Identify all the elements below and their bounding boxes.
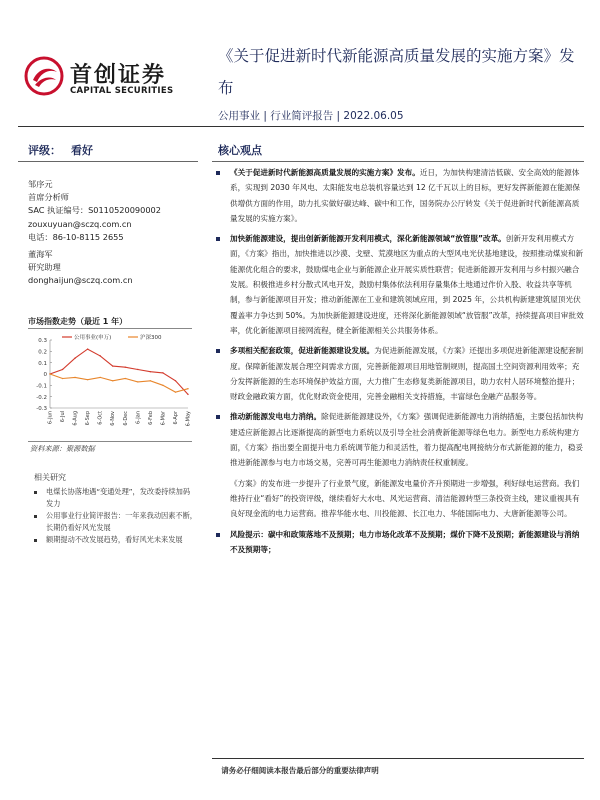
report-title: 《关于促进新时代新能源高质量发展的实施方案》发布 (218, 47, 575, 97)
related-research-list (32, 486, 197, 546)
paragraph-text: 近日，为加快构建清洁低碳、安全高效的能源体系，实现到 2030 年风电、太阳能发电总装机容量达到 12 亿千瓦以上的目标，更好发挥新能源在能源保供增供方面的作用，助力扎实做好碳达峰、碳中和工作，国务院办公厅转发《关于促进新时代新能源高质量发展的实施方案》。 (230, 168, 580, 223)
y-tick-label: 0.2 (38, 349, 47, 356)
y-tick-label: 0.1 (38, 360, 47, 367)
chart-top-rule (28, 328, 192, 329)
chart-source: 资料来源：聚源数据 (30, 444, 95, 453)
x-tick-label: 6-Jun (47, 411, 54, 425)
related-research-item[interactable]: 额期提动不改发展趋势，看好风光未来发展 (32, 534, 197, 546)
x-tick-label: 6-Sep (85, 411, 92, 426)
market-index-chart (28, 330, 194, 440)
series-1-point (187, 388, 188, 389)
series-0-point (187, 394, 188, 395)
paragraph-heading: 多项相关配套政策，促进新能源建设发展。 (230, 346, 375, 356)
core-view-paragraph (214, 409, 586, 470)
x-tick-label: 6-Mar (160, 411, 167, 426)
series-1-point (137, 381, 138, 382)
analyst-name: 董海军 (28, 249, 53, 259)
y-tick-label: 0 (43, 372, 47, 379)
chart-bottom-rule (28, 441, 192, 442)
x-tick-label: 6-Jan (135, 411, 142, 424)
series-0-point (74, 357, 75, 358)
series-1-point (150, 380, 151, 381)
company-logo (24, 56, 214, 100)
series-1-point (87, 379, 88, 380)
series-0-point (112, 365, 113, 366)
core-view-paragraph (214, 476, 586, 522)
series-0-point (175, 380, 176, 381)
x-tick-label: 6-Jul (60, 411, 67, 423)
rating-label: 评级： (28, 144, 61, 157)
series-0-point (137, 369, 138, 370)
logo-mark-icon (24, 56, 64, 96)
bullet-square-icon (216, 533, 220, 537)
chart-title: 市场指数走势（最近 1 年） (28, 317, 128, 326)
core-view-title: 核心观点 (218, 144, 262, 157)
legend-label: 公用事业(申万) (74, 335, 112, 341)
x-tick-label: 6-Apr (172, 411, 179, 425)
series-0-point (162, 372, 163, 373)
series-1-point (175, 391, 176, 392)
analyst-email[interactable]: zouxuyuan@sczq.com.cn (28, 218, 132, 229)
analyst-phone: 电话：86-10-8115 2655 (28, 231, 124, 242)
paragraph-heading: 《关于促进新时代新能源高质量发展的实施方案》发布。 (230, 168, 420, 177)
series-1-point (49, 373, 50, 374)
series-1-point (99, 377, 100, 378)
series-0-point (87, 348, 88, 349)
analyst-title: 首席分析师 (28, 192, 69, 203)
legend-label: 沪深300 (140, 335, 162, 341)
core-view-paragraph (214, 165, 586, 226)
paragraph-text: 创新开发利用模式方面，《方案》指出，加快推进以沙漠、戈壁、荒漠地区为重点的大型风电光伏基地建设，按照推动煤炭和新能源优化组合的要求，鼓励煤电企业与新能源企业开展实质性联营；促进新能源开发利用与乡村振兴融合发展。积极推进乡村分散式风电开发，鼓励村集体依法利用存量集体土地通过作价入股、收益共享等机制，参与新能源项目开发；推动新能源在工业和建筑领域应用，到 2025 年，公共机构新建建筑屋顶光伏覆盖率力争达到 50%。为加快新能源建设进度，还将深化新能源领域“放管服”改革，持续提高项目审批效率，优化新能源项目接网流程，健全新能源相关公共服务体系。 (230, 234, 584, 335)
bullet-square-icon (216, 415, 220, 419)
series-1-point (74, 377, 75, 378)
header-divider (18, 126, 584, 127)
bullet-square-icon (216, 349, 220, 353)
logo-name-cn: 首创证券 (70, 63, 167, 88)
x-tick-label: 6-Oct (97, 411, 104, 425)
paragraph-text: 为促进新能源发展，《方案》还提出多项促进新能源建设配套制度。保障新能源发展合理空间需求方面，完善新能源项目用地管制规则，提高国土空间资源利用效率；充分发挥新能源的生态环境保护效益方面，大力推广生态修复类新能源项目，助力农村人居环境整治提升；财政金融政策方面，优化财政资金使用，完善金融相关支持措施，丰富绿色金融产品服务等。 (230, 346, 584, 402)
analyst-email[interactable]: donghaijun@sczq.com.cn (28, 275, 133, 286)
bullet-square-icon (216, 237, 220, 241)
bullet-square-icon (216, 171, 220, 175)
core-view-paragraph (214, 527, 586, 558)
series-1-point (112, 380, 113, 381)
y-tick-label: -0.3 (36, 406, 47, 413)
y-tick-label: -0.2 (36, 394, 47, 401)
series-1-point (162, 385, 163, 386)
series-1-point (62, 378, 63, 379)
rating (28, 142, 93, 158)
series-0-point (125, 367, 126, 368)
x-tick-label: 6-Dec (122, 411, 129, 426)
series-line-1 (50, 374, 188, 392)
paragraph-heading: 加快新能源建设，提出创新新能源开发利用模式，深化新能源领域“放管服”改革。 (230, 234, 506, 244)
core-view-paragraph (214, 231, 586, 338)
paragraph-heading: 推动新能源发电电力消纳。 (230, 412, 322, 422)
analyst-license: SAC 执证编号：S0110520090002 (28, 205, 161, 216)
core-view-paragraph (214, 343, 586, 404)
x-tick-label: 6-Feb (147, 411, 154, 425)
x-tick-label: 6-May (185, 411, 192, 427)
series-0-point (150, 371, 151, 372)
analyst-card (28, 178, 161, 244)
x-tick-label: 6-Aug (72, 411, 79, 426)
logo-name-en: CAPITAL SECURITIES (70, 86, 174, 96)
analyst-name: 邹序元 (28, 179, 53, 189)
core-view-body (214, 165, 586, 557)
y-tick-label: -0.1 (36, 383, 47, 390)
related-research-item[interactable]: 电煤长协落地遇“变通处理”，发改委持续加码发力 (32, 486, 197, 510)
legal-footer: 请务必仔细阅读本报告最后部分的重要法律声明 (221, 766, 379, 775)
left-divider (18, 161, 198, 162)
rating-value: 看好 (71, 144, 93, 157)
paragraph-text: 《方案》的发布进一步提升了行业景气度，新能源发电量价齐升预期进一步增强，利好绿电运营商。我们维持行业“看好”的投资评级，继续看好大水电、风光运营商、清洁能源转型三条投资主线，建议重视具有良好现金流的电力运营商。推荐华能水电、川投能源、长江电力、华能国际电力、大唐新能源等公司。 (230, 478, 580, 519)
report-subtitle: 公用事业 | 行业简评报告 | 2022.06.05 (218, 110, 404, 122)
analyst-title: 研究助理 (28, 262, 61, 273)
series-0-point (62, 369, 63, 370)
series-1-point (125, 378, 126, 379)
related-research-item[interactable]: 公用事业行业简评报告：一年来我动因素不断，长期仍看好风光发展 (32, 510, 197, 534)
right-divider (212, 161, 584, 162)
y-tick-label: 0.3 (38, 338, 47, 345)
footer-divider (212, 758, 584, 759)
paragraph-text: 除促进新能源建设外，《方案》强调促进新能源电力消纳措施，主要包括加快构建适应新能源占比逐渐提高的新型电力系统以及引导全社会消费新能源等绿色电力。新型电力系统构建方面，《方案》指出要全面提升电力系统调节能力和灵活性，着力提高配电网接纳分布式新能源的能力，稳妥推进新能源参与电力市场交易，完善可再生能源电力消纳责任权重制度。 (230, 412, 584, 468)
series-0-point (99, 355, 100, 356)
analyst-card (28, 248, 133, 288)
x-tick-label: 6-Nov (110, 411, 117, 426)
paragraph-heading: 风险提示：碳中和政策落地不及预期；电力市场化改革不及预期；煤价下降不及预期；新能源建设与消纳不及预期等； (230, 529, 580, 554)
related-research-title: 相关研究 (34, 473, 66, 482)
